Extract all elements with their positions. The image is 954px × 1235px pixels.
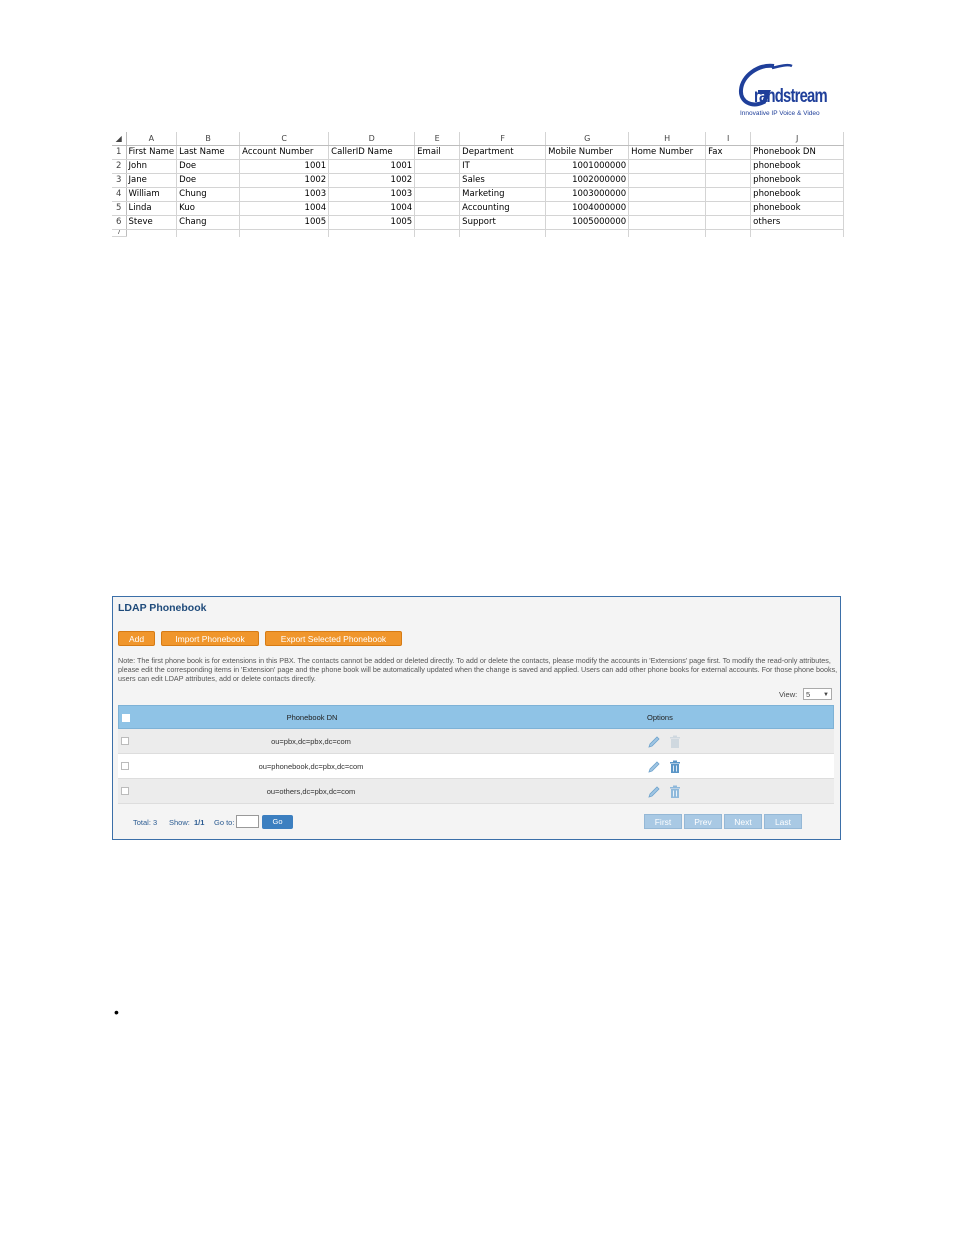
sheet-cell: 1003 xyxy=(240,188,329,202)
sheet-cell xyxy=(629,174,706,188)
sheet-cell: others xyxy=(751,216,844,230)
add-button[interactable]: Add xyxy=(118,631,155,646)
sheet-cell: Linda xyxy=(126,202,177,216)
edit-pencil-icon[interactable] xyxy=(647,735,661,749)
sheet-cell: phonebook xyxy=(751,174,844,188)
col-letter: H xyxy=(629,132,706,146)
sheet-cell xyxy=(706,216,751,230)
sheet-cell: Jane xyxy=(126,174,177,188)
table-row xyxy=(118,779,834,804)
sheet-cell: Accounting xyxy=(460,202,546,216)
phonebook-dn: ou=others,dc=pbx,dc=com xyxy=(266,787,356,796)
trash-icon[interactable] xyxy=(669,760,681,774)
sheet-cell: Fax xyxy=(706,146,751,160)
table-header xyxy=(118,705,834,729)
chevron-down-icon: ▼ xyxy=(823,692,829,698)
sheet-row xyxy=(112,174,844,188)
trash-icon[interactable] xyxy=(669,785,681,799)
sheet-row xyxy=(112,188,844,202)
sheet-cell xyxy=(751,230,844,237)
sheet-cell: Mobile Number xyxy=(546,146,629,160)
sheet-cell xyxy=(415,174,460,188)
logo-wordmark: randstream xyxy=(754,86,827,107)
goto-page-input[interactable] xyxy=(236,815,259,828)
col-letter: F xyxy=(460,132,546,146)
sheet-cell: 1001 xyxy=(329,160,415,174)
sheet-row xyxy=(112,202,844,216)
sheet-cell: John xyxy=(126,160,177,174)
sheet-cell: 1005 xyxy=(329,216,415,230)
sheet-cell xyxy=(460,230,546,237)
sheet-cell xyxy=(415,202,460,216)
column-phonebook-dn: Phonebook DN xyxy=(286,713,338,722)
pagination-footer xyxy=(113,805,840,835)
next-page-button[interactable]: Next xyxy=(724,814,762,829)
list-bullet: • xyxy=(114,1004,119,1020)
grandstream-logo xyxy=(736,62,838,120)
sheet-cell xyxy=(706,174,751,188)
view-select-value: 5 xyxy=(806,690,811,699)
sheet-cell xyxy=(415,230,460,237)
prev-page-button[interactable]: Prev xyxy=(684,814,722,829)
sheet-cell: 1005000000 xyxy=(546,216,629,230)
sheet-cell: 1002 xyxy=(240,174,329,188)
logo-initial: G xyxy=(739,105,741,107)
sheet-cell: Email xyxy=(415,146,460,160)
go-button[interactable]: Go xyxy=(262,815,293,829)
sheet-cell: Chung xyxy=(177,188,240,202)
panel-title: LDAP Phonebook xyxy=(118,602,207,614)
sheet-cell: William xyxy=(126,188,177,202)
sheet-cell: 1005 xyxy=(240,216,329,230)
col-letter: D xyxy=(329,132,415,146)
sheet-cell: 1001000000 xyxy=(546,160,629,174)
sheet-cell xyxy=(629,202,706,216)
trash-icon-disabled xyxy=(669,735,681,749)
goto-label: Go to: xyxy=(214,818,235,827)
sheet-cell: Doe xyxy=(177,160,240,174)
column-options: Options xyxy=(647,713,673,722)
table-row xyxy=(118,754,834,779)
table-row xyxy=(118,729,834,754)
sheet-cell xyxy=(706,202,751,216)
show-label: Show: xyxy=(169,818,190,827)
sheet-cell: First Name xyxy=(126,146,177,160)
sheet-cell xyxy=(629,160,706,174)
sheet-cell: phonebook xyxy=(751,202,844,216)
sheet-cell: Marketing xyxy=(460,188,546,202)
row-number: 6 xyxy=(112,216,126,230)
note-text: Note: The first phone book is for extensions in this PBX. The contacts cannot be added or deleted directly. To add or delete the contacts, please modify the accounts in 'Extensions' page first. To modify the read-only attributes, please edit the corresponding items in 'Extension' page and the phone book will be automatically updated when the change is saved and applied. Users can add other phone books for external accounts. For those phone books, users can edit LDAP attributes, add or delete contacts directly. xyxy=(118,656,838,683)
export-selected-phonebook-button[interactable]: Export Selected Phonebook xyxy=(265,631,402,646)
sheet-cell: 1003 xyxy=(329,188,415,202)
sheet-row xyxy=(112,230,844,237)
sheet-cell xyxy=(629,188,706,202)
sheet-corner: ◢ xyxy=(112,132,126,146)
sheet-cell: phonebook xyxy=(751,160,844,174)
sheet-cell: Sales xyxy=(460,174,546,188)
row-number: 2 xyxy=(112,160,126,174)
sheet-cell: Doe xyxy=(177,174,240,188)
show-value: 1/1 xyxy=(194,818,205,827)
sheet-cell: Account Number xyxy=(240,146,329,160)
sheet-cell: Home Number xyxy=(629,146,706,160)
sheet-cell: 1002000000 xyxy=(546,174,629,188)
sheet-cell: Steve xyxy=(126,216,177,230)
sheet-cell xyxy=(240,230,329,237)
sheet-cell xyxy=(126,230,177,237)
sheet-cell xyxy=(177,230,240,237)
sheet-cell xyxy=(546,230,629,237)
row-number: 5 xyxy=(112,202,126,216)
sheet-cell: phonebook xyxy=(751,188,844,202)
col-letter: E xyxy=(415,132,460,146)
edit-pencil-icon[interactable] xyxy=(647,785,661,799)
phonebook-table xyxy=(118,705,834,804)
ldap-phonebook-panel xyxy=(112,596,841,840)
sheet-cell xyxy=(415,160,460,174)
row-number: 3 xyxy=(112,174,126,188)
last-page-button[interactable]: Last xyxy=(764,814,802,829)
sheet-cell: 1002 xyxy=(329,174,415,188)
row-number: 1 xyxy=(112,146,126,160)
sheet-cell xyxy=(415,216,460,230)
sheet-cell: 1004000000 xyxy=(546,202,629,216)
row-number: 4 xyxy=(112,188,126,202)
view-label: View: xyxy=(779,690,798,699)
sheet-cell: Kuo xyxy=(177,202,240,216)
sheet-cell xyxy=(329,230,415,237)
col-letter: J xyxy=(751,132,844,146)
sheet-cell: CallerID Name xyxy=(329,146,415,160)
sheet-cell: 1004 xyxy=(240,202,329,216)
sheet-header-row xyxy=(112,146,844,160)
sheet-cell: 1003000000 xyxy=(546,188,629,202)
phonebook-dn: ou=pbx,dc=pbx,dc=com xyxy=(271,737,351,746)
col-letter: C xyxy=(240,132,329,146)
sheet-cell: 1004 xyxy=(329,202,415,216)
sheet-cell xyxy=(706,188,751,202)
col-letter: I xyxy=(706,132,751,146)
sheet-column-letters xyxy=(112,132,844,146)
sheet-cell: Phonebook DN xyxy=(751,146,844,160)
phonebook-dn: ou=phonebook,dc=pbx,dc=com xyxy=(258,762,364,771)
sheet-row xyxy=(112,160,844,174)
view-select[interactable] xyxy=(803,688,832,700)
sheet-cell: IT xyxy=(460,160,546,174)
sheet-cell xyxy=(629,230,706,237)
col-letter: G xyxy=(546,132,629,146)
sheet-row xyxy=(112,216,844,230)
spreadsheet-screenshot xyxy=(112,132,844,237)
sheet-cell: 1001 xyxy=(240,160,329,174)
sheet-cell: Chang xyxy=(177,216,240,230)
sheet-cell: Last Name xyxy=(177,146,240,160)
sheet-cell: Department xyxy=(460,146,546,160)
edit-pencil-icon[interactable] xyxy=(647,760,661,774)
col-letter: A xyxy=(126,132,177,146)
sheet-cell xyxy=(706,230,751,237)
sheet-cell xyxy=(706,160,751,174)
import-phonebook-button[interactable]: Import Phonebook xyxy=(161,631,259,646)
sheet-cell: Support xyxy=(460,216,546,230)
col-letter: B xyxy=(177,132,240,146)
logo-tagline: Innovative IP Voice & Video xyxy=(740,110,820,117)
sheet-cell xyxy=(415,188,460,202)
sheet-cell xyxy=(629,216,706,230)
total-count: Total: 3 xyxy=(133,818,158,827)
first-page-button[interactable]: First xyxy=(644,814,682,829)
row-number: 7 xyxy=(112,230,126,237)
